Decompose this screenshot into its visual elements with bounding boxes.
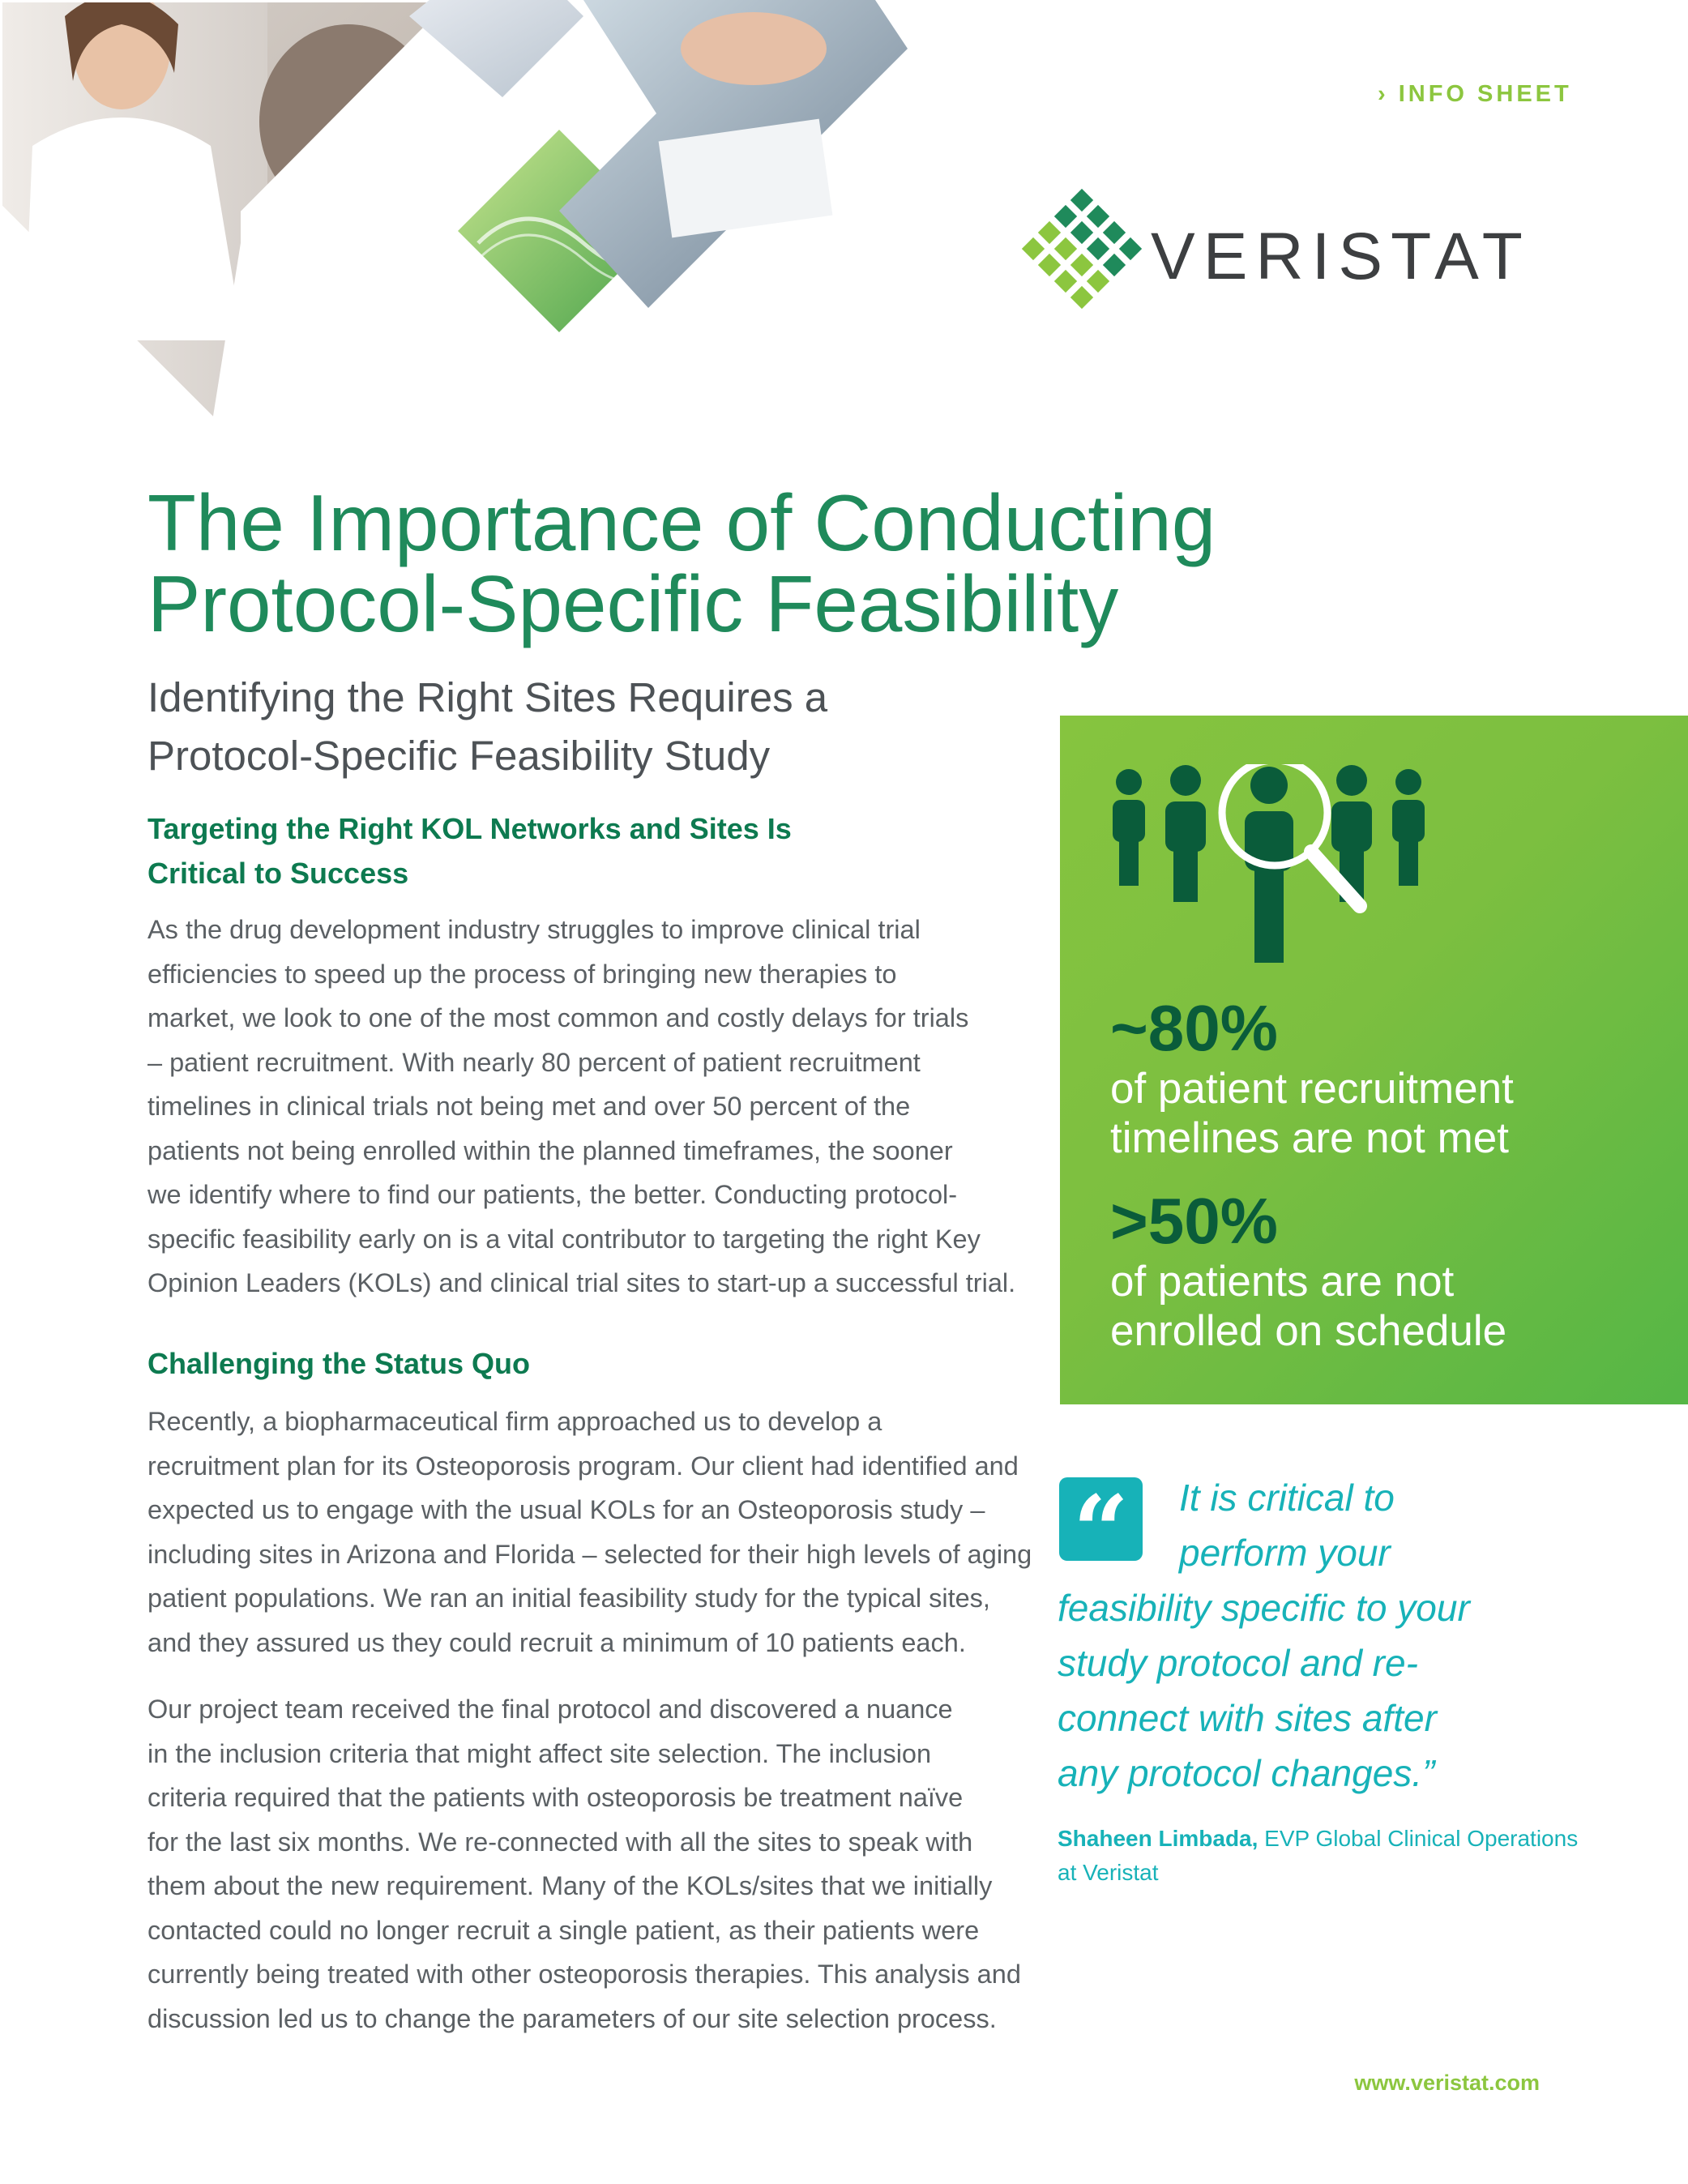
quote-author-name: Shaheen Limbada, xyxy=(1058,1826,1259,1851)
paragraph-intro xyxy=(147,908,1019,1306)
stat-description xyxy=(1110,1064,1514,1163)
quote-line: feasibility specific to your xyxy=(1058,1587,1470,1629)
people-magnifier-icon xyxy=(1109,764,1489,975)
section-heading-line: Targeting the Right KOL Networks and Sites Is xyxy=(147,812,792,845)
pull-quote xyxy=(1058,1470,1625,1801)
veristat-logo-text: VERISTAT xyxy=(1151,220,1531,293)
quote-line: study protocol and re- xyxy=(1058,1642,1418,1684)
paragraph-line: market, we look to one of the most common and costly delays for trials xyxy=(147,1003,969,1032)
section-heading-targeting xyxy=(147,806,958,895)
stat-description-line: timelines are not met xyxy=(1110,1114,1509,1162)
paragraph-line: patient populations. We ran an initial feasibility study for the typical sites, xyxy=(147,1584,990,1613)
website-link[interactable]: www.veristat.com xyxy=(1354,2071,1540,2095)
page-title-line: The Importance of Conducting xyxy=(147,478,1216,567)
page-subtitle-line: Protocol-Specific Feasibility Study xyxy=(147,733,771,779)
stat-description-line: enrolled on schedule xyxy=(1110,1307,1507,1355)
section-heading-line: Challenging the Status Quo xyxy=(147,1347,531,1380)
paragraph-line: Opinion Leaders (KOLs) and clinical trial sites to start-up a successful trial. xyxy=(147,1268,1016,1297)
paragraph-line: contacted could no longer recruit a single patient, as their patients were xyxy=(147,1915,980,1945)
paragraph-line: Recently, a biopharmaceutical firm approached us to develop a xyxy=(147,1407,882,1436)
paragraph-line: specific feasibility early on is a vital contributor to targeting the right Key xyxy=(147,1224,981,1254)
paragraph-line: them about the new requirement. Many of the KOLs/sites that we initially xyxy=(147,1871,993,1900)
paragraph-line: we identify where to find our patients, the better. Conducting protocol- xyxy=(147,1180,958,1209)
paragraph-line: As the drug development industry struggles to improve clinical trial xyxy=(147,915,921,944)
header-photo-collage xyxy=(0,0,924,430)
quote-line: any protocol changes.” xyxy=(1058,1752,1435,1794)
stat-description xyxy=(1110,1257,1506,1356)
info-sheet-label: › INFO SHEET xyxy=(1378,81,1572,107)
quote-attribution xyxy=(1058,1822,1625,1890)
paragraph-line: efficiencies to speed up the process of bringing new therapies to xyxy=(147,959,897,989)
quote-line: connect with sites after xyxy=(1058,1697,1437,1739)
paragraph-line: criteria required that the patients with osteoporosis be treatment naïve xyxy=(147,1783,964,1812)
paragraph-line: currently being treated with other osteoporosis therapies. This analysis and xyxy=(147,1960,1021,1989)
paragraph-line: recruitment plan for its Osteoporosis program. Our client had identified and xyxy=(147,1451,1019,1481)
quote-author-company: at Veristat xyxy=(1058,1860,1159,1885)
paragraph-client xyxy=(147,1400,1032,1665)
quote-line: perform your xyxy=(1179,1532,1391,1574)
paragraph-line: discussion led us to change the parameters of our site selection process. xyxy=(147,2003,997,2033)
stat-value: ~80% xyxy=(1110,992,1278,1064)
paragraph-protocol xyxy=(147,1687,1019,2041)
page-title xyxy=(147,478,1282,648)
stat-description-line: of patient recruitment xyxy=(1110,1065,1514,1113)
veristat-logo-mark xyxy=(1017,188,1147,310)
quote-line: It is critical to xyxy=(1179,1477,1395,1519)
paragraph-line: timelines in clinical trials not being met and over 50 percent of the xyxy=(147,1092,911,1121)
paragraph-line: expected us to engage with the usual KOLs for an Osteoporosis study – xyxy=(147,1495,985,1524)
paragraph-line: and they assured us they could recruit a minimum of 10 patients each. xyxy=(147,1627,966,1657)
quote-author-title: EVP Global Clinical Operations xyxy=(1258,1826,1579,1851)
paragraph-line: in the inclusion criteria that might affect site selection. The inclusion xyxy=(147,1738,932,1768)
section-heading-status-quo xyxy=(147,1341,958,1386)
stat-description-line: of patients are not xyxy=(1110,1258,1455,1306)
section-heading-line: Critical to Success xyxy=(147,857,409,890)
document-photo xyxy=(409,0,583,97)
paragraph-line: patients not being enrolled within the planned timeframes, the sooner xyxy=(147,1135,953,1165)
stat-value: >50% xyxy=(1110,1185,1278,1257)
quote-mark-glyph: “ xyxy=(1072,1474,1130,1588)
page-title-line: Protocol-Specific Feasibility xyxy=(147,559,1119,648)
stats-panel xyxy=(1060,716,1688,1404)
paragraph-line: Our project team received the final protocol and discovered a nuance xyxy=(147,1695,953,1724)
paragraph-line: including sites in Arizona and Florida – selected for their high levels of aging xyxy=(147,1539,1032,1569)
page-subtitle-line: Identifying the Right Sites Requires a xyxy=(147,674,828,720)
paragraph-line: for the last six months. We re-connected with all the sites to speak with xyxy=(147,1827,973,1857)
paragraph-line: – patient recruitment. With nearly 80 percent of patient recruitment xyxy=(147,1047,921,1077)
page-subtitle xyxy=(147,669,958,785)
